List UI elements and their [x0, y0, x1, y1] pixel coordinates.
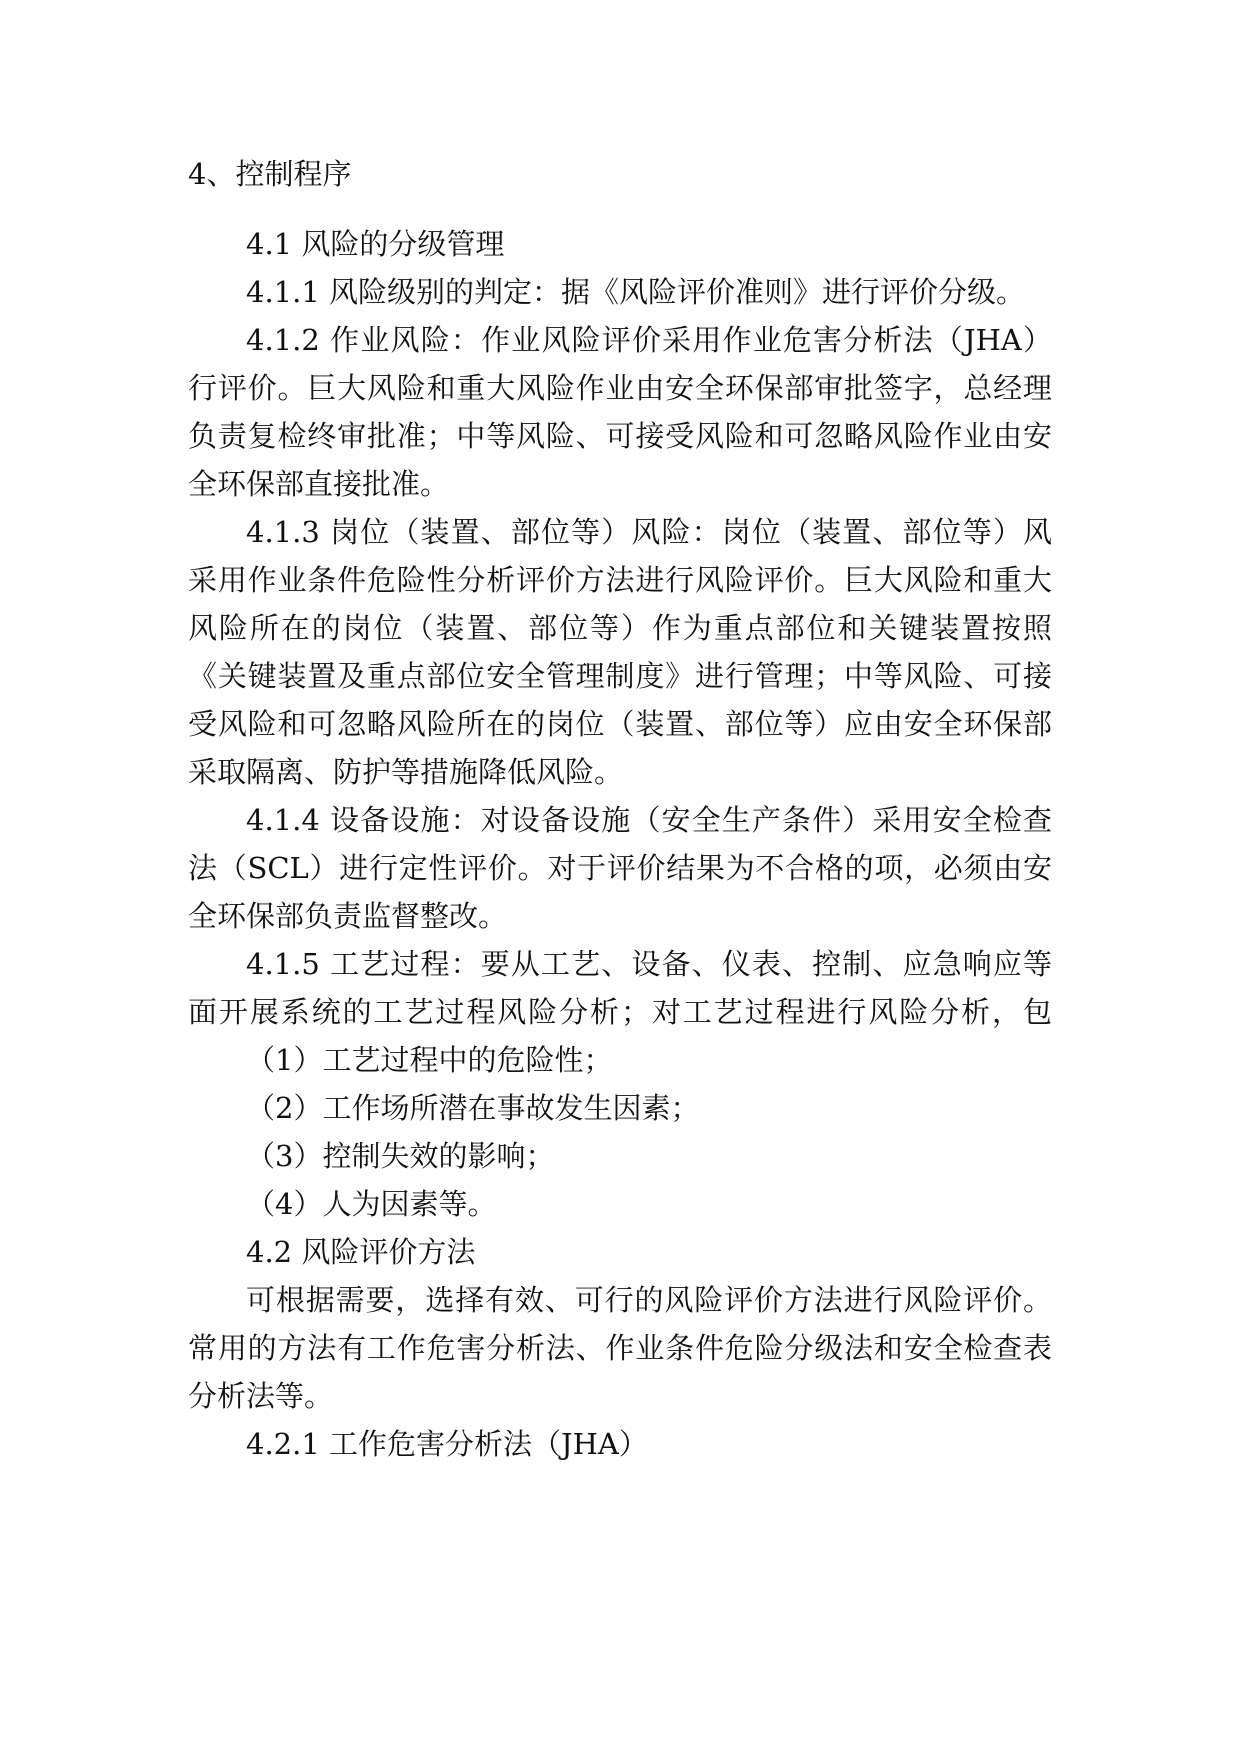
- paragraph-4-2-line-1: 可根据需要，选择有效、可行的风险评价方法进行风险评价。: [246, 1283, 1052, 1317]
- list-item: （4）人为因素等。: [246, 1187, 497, 1221]
- paragraph-4-1-3-line-2: 采用作业条件危险性分析评价方法进行风险评价。巨大风险和重大: [188, 563, 1052, 597]
- paragraph-4-2-line-3: 分析法等。: [188, 1379, 334, 1413]
- paragraph-4-1-3-line-3: 风险所在的岗位（装置、部位等）作为重点部位和关键装置按照: [188, 611, 1052, 645]
- list-item: （1）工艺过程中的危险性；: [246, 1043, 613, 1077]
- list-item: （3）控制失效的影响；: [246, 1139, 555, 1173]
- list-item: （2）工作场所潜在事故发生因素；: [246, 1091, 700, 1125]
- paragraph-4-1-2-line-4: 全环保部直接批准。: [188, 467, 450, 501]
- paragraph-4-1-3-line-1: 4.1.3 岗位（装置、部位等）风险：岗位（装置、部位等）风: [246, 515, 1052, 549]
- paragraph-4-1-2-line-3: 负责复检终审批准；中等风险、可接受风险和可忽略风险作业由安: [188, 419, 1052, 453]
- paragraph-4-1-2-line-2: 行评价。巨大风险和重大风险作业由安全环保部审批签字，总经理: [188, 371, 1052, 405]
- paragraph-4-1-3-line-5: 受风险和可忽略风险所在的岗位（装置、部位等）应由安全环保部: [188, 707, 1052, 741]
- paragraph-4-1-5-line-2: 面开展系统的工艺过程风险分析；对工艺过程进行风险分析，包: [188, 995, 1052, 1029]
- paragraph-4-1-4-line-2: 法（SCL）进行定性评价。对于评价结果为不合格的项，必须由安: [188, 851, 1052, 885]
- paragraph-4-1-3-line-6: 采取隔离、防护等措施降低风险。: [188, 755, 624, 789]
- paragraph-4-1-4-line-3: 全环保部负责监督整改。: [188, 899, 508, 933]
- paragraph-4-1-4-line-1: 4.1.4 设备设施：对设备设施（安全生产条件）采用安全检查: [246, 803, 1052, 837]
- paragraph-4-1-2-line-1: 4.1.2 作业风险：作业风险评价采用作业危害分析法（JHA）: [246, 323, 1052, 357]
- subsection-heading-4-1: 4.1 风险的分级管理: [246, 227, 505, 261]
- paragraph-4-1-5-line-1: 4.1.5 工艺过程：要从工艺、设备、仪表、控制、应急响应等: [246, 947, 1052, 981]
- paragraph-4-1-3-line-4: 《关键装置及重点部位安全管理制度》进行管理；中等风险、可接: [188, 659, 1052, 693]
- section-heading: 4、控制程序: [188, 157, 352, 191]
- paragraph-4-1-1: 4.1.1 风险级别的判定：据《风险评价准则》进行评价分级。: [246, 275, 1026, 309]
- subsection-heading-4-2-1: 4.2.1 工作危害分析法（JHA）: [246, 1427, 648, 1461]
- paragraph-4-2-line-2: 常用的方法有工作危害分析法、作业条件危险分级法和安全检查表: [188, 1331, 1052, 1365]
- subsection-heading-4-2: 4.2 风险评价方法: [246, 1235, 476, 1269]
